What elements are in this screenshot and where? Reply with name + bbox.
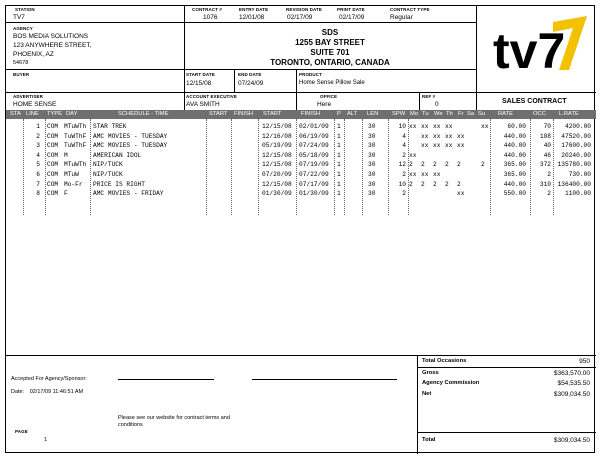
cell-day-count: xx bbox=[433, 132, 441, 140]
contract-value: 1076 bbox=[203, 14, 218, 21]
cell-day-count: xx bbox=[409, 151, 417, 159]
cell-day-count: 2 bbox=[457, 180, 461, 188]
page-number: 1 bbox=[44, 437, 48, 443]
cell-schedule: AMC MOVIES - TUESDAY bbox=[93, 142, 168, 150]
col-alt: ALT bbox=[347, 111, 358, 117]
cell-lrate: 20240.00 bbox=[561, 151, 591, 159]
cell-spw: 2 bbox=[402, 190, 406, 198]
col-tu: Tu bbox=[422, 111, 429, 117]
cell-spw: 2 bbox=[402, 171, 406, 178]
cell-occ: 2 bbox=[547, 171, 551, 178]
account-exec-label: ACCOUNT EXECUTIVE bbox=[186, 94, 237, 99]
cell-line: 1 bbox=[36, 123, 40, 130]
cell-schedule: STAR TREK bbox=[93, 123, 127, 130]
cell-day: M bbox=[64, 151, 68, 159]
divider bbox=[6, 69, 476, 70]
col-line: LINE bbox=[26, 111, 39, 117]
account-exec-value: AVA SMITH bbox=[186, 101, 220, 108]
end-date-label: END DATE bbox=[238, 72, 262, 77]
cell-p: 1 bbox=[337, 190, 341, 198]
cell-occ: 372 bbox=[539, 161, 551, 169]
cell-day: MTuWTh bbox=[64, 161, 87, 169]
table-row bbox=[6, 132, 596, 142]
cell-rate: 365.00 bbox=[503, 171, 526, 178]
revision-date-value: 02/17/09 bbox=[287, 14, 313, 21]
date-label: Date: bbox=[11, 389, 25, 395]
date-line bbox=[11, 389, 83, 395]
agency-line: PHOENIX, AZ bbox=[13, 51, 54, 58]
cell-type: COM bbox=[47, 123, 59, 130]
cell-type: COM bbox=[47, 190, 59, 198]
print-date-label: PRINT DATE bbox=[337, 7, 365, 12]
cell-start-date: 12/15/08 bbox=[262, 180, 292, 188]
cell-day-count: xx bbox=[433, 142, 441, 150]
cell-day-count: xx bbox=[445, 142, 453, 150]
cell-rate: 440.00 bbox=[503, 180, 526, 188]
cell-occ: 108 bbox=[539, 132, 551, 140]
cell-start-date: 05/19/09 bbox=[262, 142, 292, 150]
divider bbox=[419, 92, 420, 110]
cell-day-count: 2 bbox=[421, 161, 425, 169]
col-sa: Sa bbox=[467, 111, 475, 117]
divider bbox=[6, 22, 476, 23]
start-date-value: 12/15/08 bbox=[186, 80, 212, 87]
agency-line: BOS MEDIA SOLUTIONS bbox=[13, 33, 89, 40]
cell-len: 30 bbox=[368, 142, 376, 150]
cell-type: COM bbox=[47, 142, 59, 150]
cell-schedule: AMC MOVIES - TUESDAY bbox=[93, 132, 168, 140]
col-type: TYPE bbox=[47, 111, 63, 117]
col-we: We bbox=[434, 111, 443, 117]
address-line: SUITE 701 bbox=[310, 48, 350, 57]
station-label: STATION bbox=[15, 7, 35, 12]
col-mo: Mo bbox=[410, 111, 419, 117]
col-start: START bbox=[209, 111, 228, 117]
cell-rate: 440.00 bbox=[503, 132, 526, 140]
net-label: Net bbox=[422, 391, 432, 397]
cell-day-count: xx bbox=[457, 132, 465, 140]
buyer-label: BUYER bbox=[13, 72, 30, 77]
cell-spw: 4 bbox=[402, 142, 406, 150]
cell-len: 30 bbox=[368, 123, 376, 130]
divider bbox=[6, 355, 596, 356]
agency-commission-label: Agency Commission bbox=[422, 380, 480, 386]
entry-date-label: ENTRY DATE bbox=[239, 7, 269, 12]
document-title: SALES CONTRACT bbox=[502, 98, 567, 105]
cell-lrate: 1100.00 bbox=[565, 190, 591, 198]
col-sta: STA bbox=[10, 111, 21, 117]
agency-line: 123 ANYWHERE STREET, bbox=[13, 42, 92, 49]
advertiser-label: ADVERTISER bbox=[13, 94, 44, 99]
cell-occ: 310 bbox=[539, 180, 551, 188]
cell-len: 30 bbox=[368, 180, 376, 188]
office-label: OFFICE bbox=[320, 94, 338, 99]
col-schedule-time: SCHEDULE - TIME bbox=[118, 111, 169, 117]
cell-p: 1 bbox=[337, 123, 341, 130]
cell-day-count: xx bbox=[433, 171, 441, 178]
col-lrate: L.RATE bbox=[559, 111, 579, 117]
cell-rate: 550.00 bbox=[503, 190, 526, 198]
divider bbox=[6, 92, 476, 93]
cell-finish-date: 01/30/09 bbox=[299, 190, 329, 198]
cell-day-count: 2 bbox=[421, 180, 425, 188]
cell-lrate: 17600.00 bbox=[561, 142, 591, 150]
address-line: 1255 BAY STREET bbox=[295, 38, 365, 47]
net-value: $309,034.50 bbox=[553, 391, 590, 398]
cell-spw: 10 bbox=[398, 180, 406, 188]
contract-type-label: CONTRACT TYPE bbox=[390, 7, 430, 12]
col-spw: SPW bbox=[392, 111, 406, 117]
cell-lrate: 135780.00 bbox=[557, 161, 591, 169]
cell-finish-date: 07/19/09 bbox=[299, 161, 329, 169]
gross-label: Gross bbox=[422, 370, 439, 376]
address-line: TORONTO, ONTARIO, CANADA bbox=[270, 58, 390, 67]
entry-date-value: 12/01/08 bbox=[239, 14, 265, 21]
office-value: Here bbox=[317, 101, 332, 108]
cell-day-count: 2 bbox=[457, 161, 461, 169]
total-occasions-value: 950 bbox=[579, 358, 590, 365]
signature-line bbox=[252, 379, 397, 380]
cell-day-count: 2 bbox=[445, 161, 449, 169]
table-row bbox=[6, 189, 596, 199]
end-date-value: 07/24/09 bbox=[238, 80, 264, 87]
cell-len: 30 bbox=[368, 171, 376, 178]
cell-finish-date: 05/18/09 bbox=[299, 151, 329, 159]
cell-rate: 60.00 bbox=[507, 123, 526, 130]
cell-len: 30 bbox=[368, 190, 376, 198]
start-date-label: START DATE bbox=[186, 72, 215, 77]
cell-day-count: 2 bbox=[409, 161, 413, 169]
logo-wordmark: tv7 bbox=[493, 23, 566, 79]
cell-start-date: 01/30/09 bbox=[262, 190, 292, 198]
cell-start-date: 12/15/08 bbox=[262, 161, 292, 169]
cell-type: COM bbox=[47, 151, 59, 159]
divider bbox=[417, 432, 596, 433]
divider bbox=[476, 92, 596, 93]
col-len: LEN bbox=[367, 111, 379, 117]
tv7-logo bbox=[491, 10, 591, 88]
agency-line: 54678 bbox=[13, 60, 29, 66]
product-value: Home Sense Pillow Sale bbox=[299, 80, 365, 86]
col-rate: RATE bbox=[498, 111, 514, 117]
cell-day-count: 2 bbox=[445, 180, 449, 188]
cell-occ: 2 bbox=[547, 190, 551, 198]
station-value: TV7 bbox=[13, 14, 25, 21]
cell-day: Mo-Fr bbox=[64, 180, 83, 188]
cell-finish-date: 07/22/09 bbox=[299, 171, 329, 178]
agency-commission-value: $54,535.50 bbox=[557, 380, 590, 387]
cell-day-count: 2 bbox=[481, 161, 485, 169]
cell-lrate: 136400.00 bbox=[557, 180, 591, 188]
cell-rate: 365.00 bbox=[503, 161, 526, 169]
cell-len: 30 bbox=[368, 132, 376, 140]
cell-line: 8 bbox=[36, 190, 40, 198]
cell-type: COM bbox=[47, 132, 59, 140]
address-line: SDS bbox=[321, 28, 339, 37]
product-label: PRODUCT bbox=[299, 72, 322, 77]
contract-type-value: Regular bbox=[390, 14, 413, 21]
cell-occ: 40 bbox=[543, 142, 551, 150]
table-row bbox=[6, 141, 596, 151]
cell-len: 30 bbox=[368, 151, 376, 159]
col-date-start: START bbox=[263, 111, 282, 117]
contract-label: CONTRACT # bbox=[192, 7, 222, 12]
cell-day-count: xx bbox=[421, 171, 429, 178]
cell-schedule: PRICE IS RIGHT bbox=[93, 180, 145, 188]
col-date-finish: FINISH bbox=[301, 111, 321, 117]
cell-finish-date: 07/17/09 bbox=[299, 180, 329, 188]
col-fr: Fr bbox=[458, 111, 464, 117]
cell-p: 1 bbox=[337, 151, 341, 159]
cell-spw: 4 bbox=[402, 132, 406, 140]
cell-p: 1 bbox=[337, 180, 341, 188]
cell-day: MTuW bbox=[64, 171, 79, 178]
ref-label: REF # bbox=[422, 94, 436, 99]
total-occasions-label: Total Occasions bbox=[422, 358, 467, 364]
col-th: Th bbox=[446, 111, 453, 117]
cell-len: 30 bbox=[368, 161, 376, 169]
divider bbox=[417, 367, 596, 368]
cell-start-date: 12/16/08 bbox=[262, 132, 292, 140]
cell-occ: 70 bbox=[543, 123, 551, 130]
cell-start-date: 12/15/08 bbox=[262, 151, 292, 159]
station-address bbox=[184, 28, 476, 68]
cell-spw: 10 bbox=[398, 123, 406, 130]
cell-schedule: AMERICAN IDOL bbox=[93, 151, 142, 159]
schedule-column-headers bbox=[6, 110, 596, 119]
col-su: Su bbox=[478, 111, 486, 117]
cell-day-count: 2 bbox=[433, 180, 437, 188]
divider bbox=[296, 69, 297, 110]
cell-lrate: 47520.00 bbox=[561, 132, 591, 140]
revision-date-label: REVISION DATE bbox=[286, 7, 322, 12]
cell-p: 1 bbox=[337, 132, 341, 140]
website-note: Please see our website for contract terms and conditions bbox=[118, 415, 230, 428]
cell-line: 2 bbox=[36, 132, 40, 140]
advertiser-value: HOME SENSE bbox=[13, 101, 57, 108]
table-row bbox=[6, 170, 596, 180]
cell-day-count: xx bbox=[457, 142, 465, 150]
cell-finish-date: 02/01/09 bbox=[299, 123, 329, 130]
page-label: PAGE bbox=[15, 429, 28, 434]
signature-line bbox=[118, 379, 214, 380]
cell-type: COM bbox=[47, 171, 59, 178]
col-day: DAY bbox=[66, 111, 78, 117]
cell-line: 3 bbox=[36, 142, 40, 150]
cell-p: 1 bbox=[337, 161, 341, 169]
cell-day-count: xx bbox=[421, 132, 429, 140]
cell-spw: 12 bbox=[398, 161, 406, 169]
cell-day: TuWThF bbox=[64, 132, 87, 140]
cell-day-count: xx bbox=[409, 171, 417, 178]
cell-day: F bbox=[64, 190, 68, 198]
cell-lrate: 730.00 bbox=[568, 171, 591, 178]
cell-line: 5 bbox=[36, 161, 40, 169]
cell-finish-date: 06/19/09 bbox=[299, 132, 329, 140]
cell-day-count: xx bbox=[481, 123, 489, 130]
cell-start-date: 07/20/09 bbox=[262, 171, 292, 178]
gross-value: $363,570.00 bbox=[553, 370, 590, 377]
total-label: Total bbox=[422, 437, 436, 443]
ref-value: 0 bbox=[435, 101, 439, 108]
table-row bbox=[6, 151, 596, 161]
agency-label: AGENCY bbox=[13, 26, 33, 31]
cell-type: COM bbox=[47, 180, 59, 188]
total-value: $309,034.50 bbox=[553, 437, 590, 444]
date-value: 02/17/09 11:46:51 AM bbox=[29, 389, 84, 395]
col-p: P bbox=[337, 111, 341, 117]
divider bbox=[234, 69, 235, 92]
divider bbox=[476, 6, 477, 110]
cell-occ: 46 bbox=[543, 151, 551, 159]
cell-lrate: 4200.00 bbox=[565, 123, 591, 130]
cell-day-count: xx bbox=[409, 123, 417, 130]
print-date-value: 02/17/09 bbox=[339, 14, 365, 21]
cell-finish-date: 07/24/09 bbox=[299, 142, 329, 150]
cell-start-date: 12/15/08 bbox=[262, 123, 292, 130]
cell-day-count: xx bbox=[421, 142, 429, 150]
cell-line: 4 bbox=[36, 151, 40, 159]
col-finish: FINISH bbox=[234, 111, 254, 117]
cell-day-count: xx bbox=[421, 123, 429, 130]
col-occ: OCC bbox=[533, 111, 546, 117]
cell-spw: 2 bbox=[402, 151, 406, 159]
cell-schedule: NIP/TUCK bbox=[93, 171, 123, 178]
table-row bbox=[6, 160, 596, 170]
cell-p: 1 bbox=[337, 142, 341, 150]
agency-address bbox=[13, 32, 91, 68]
table-row bbox=[6, 122, 596, 132]
cell-day-count: xx bbox=[445, 123, 453, 130]
divider bbox=[417, 355, 418, 454]
cell-schedule: NIP/TUCK bbox=[93, 161, 123, 169]
cell-day-count: xx bbox=[433, 123, 441, 130]
cell-day: MTuWTh bbox=[64, 123, 87, 130]
cell-p: 1 bbox=[337, 171, 341, 178]
table-row bbox=[6, 180, 596, 190]
cell-day: TuWThF bbox=[64, 142, 87, 150]
cell-type: COM bbox=[47, 161, 59, 169]
cell-rate: 440.00 bbox=[503, 151, 526, 159]
cell-line: 7 bbox=[36, 180, 40, 188]
accepted-for-label: Accepted For Agency/Sponsor: bbox=[11, 376, 87, 382]
cell-rate: 440.00 bbox=[503, 142, 526, 150]
sales-contract-page bbox=[5, 5, 595, 453]
cell-day-count: 2 bbox=[409, 180, 413, 188]
cell-line: 6 bbox=[36, 171, 40, 178]
cell-schedule: AMC MOVIES - FRIDAY bbox=[93, 190, 164, 198]
cell-day-count: xx bbox=[445, 132, 453, 140]
cell-day-count: xx bbox=[457, 190, 465, 198]
cell-day-count: 2 bbox=[433, 161, 437, 169]
